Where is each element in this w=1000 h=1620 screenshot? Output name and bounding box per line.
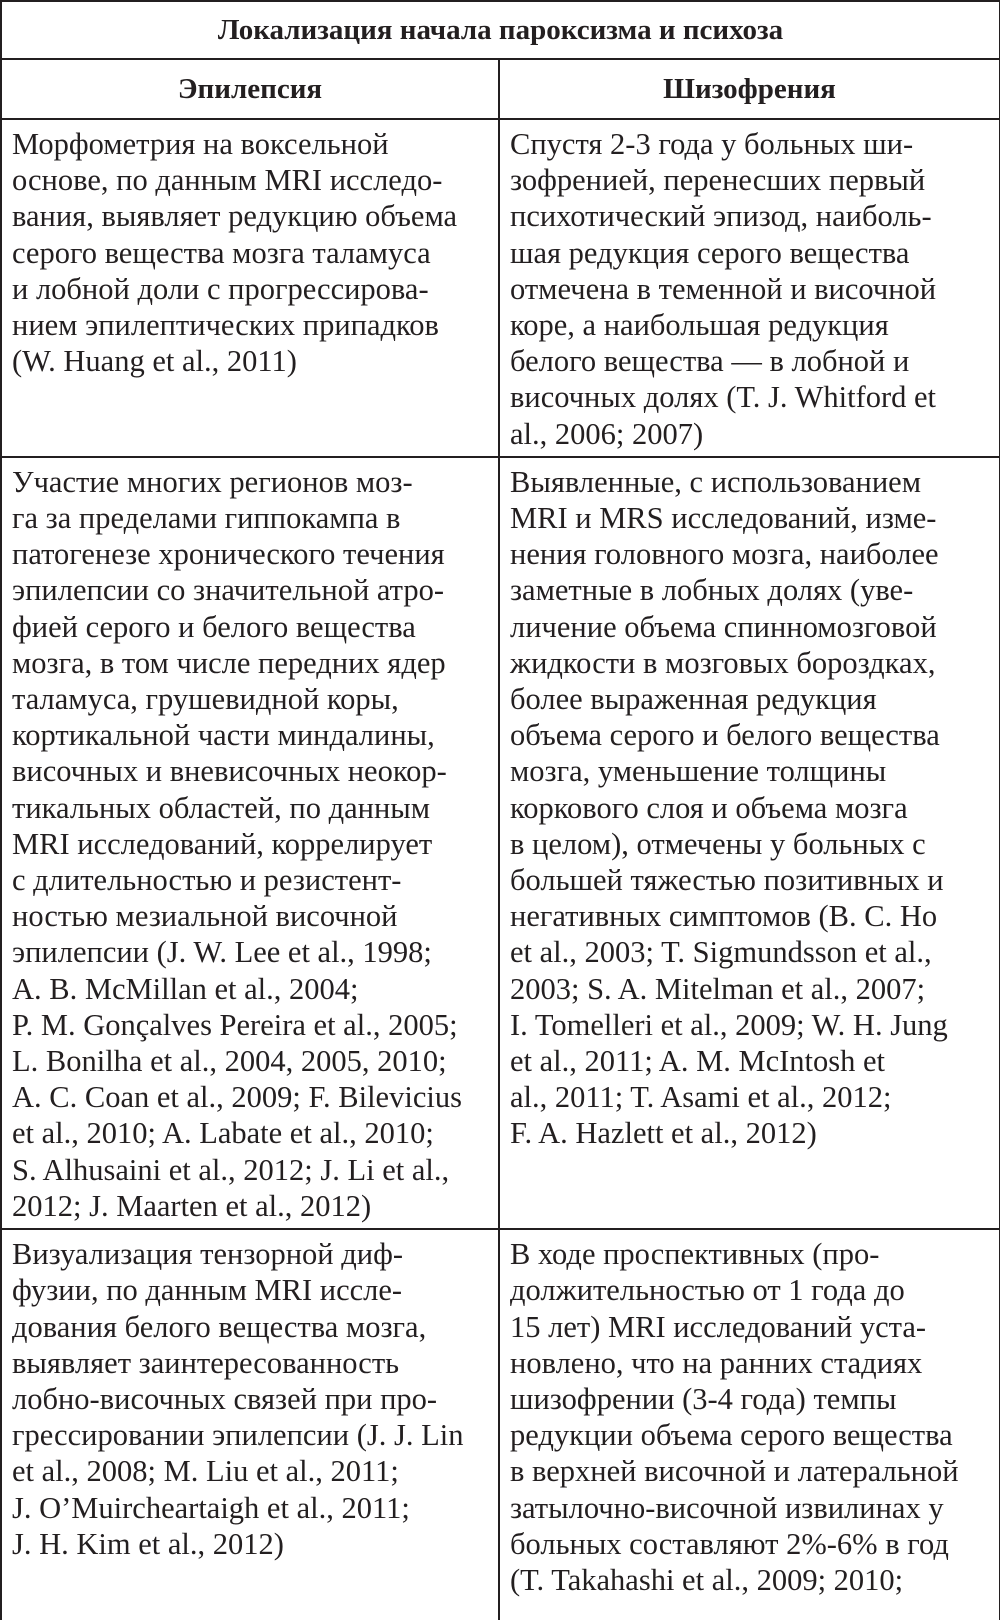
header-row <box>1 59 1000 119</box>
text-line: большей тяжестью позитивных и <box>510 863 944 898</box>
text-line: в целом), отмечены у больных с <box>510 826 926 861</box>
text-line: мозга, уменьшение толщины <box>510 754 887 789</box>
text-line: эпилепсии (J. W. Lee et al., 1998; <box>12 935 432 970</box>
column-header-epilepsy: Эпилепсия <box>1 59 499 119</box>
text-line: объема серого и белого вещества <box>510 718 940 753</box>
text-line: психотический эпизод, наиболь- <box>510 199 932 234</box>
text-line: Визуализация тензорной диф- <box>12 1237 403 1272</box>
text-line: Выявленные, с использованием <box>510 464 922 499</box>
text-line: I. Tomelleri et al., 2009; W. H. Jung <box>510 1007 948 1042</box>
text-line: ностью мезиальной височной <box>12 899 398 934</box>
table-row <box>1 1229 1000 1619</box>
text-line: J. H. Kim et al., 2012) <box>12 1526 284 1561</box>
text-line: эпилепсии со значительной атро- <box>12 573 445 608</box>
text-line: MRI и MRS исследований, изме- <box>510 501 937 536</box>
text-line: et al., 2010; A. Labate et al., 2010; <box>12 1116 434 1151</box>
table-title: Локализация начала пароксизма и психоза <box>1 1 1000 59</box>
text-line: и лобной доли с прогрессирова- <box>12 271 429 306</box>
table-row <box>1 457 1000 1229</box>
text-line: (T. Takahashi et al., 2009; 2010; <box>510 1562 904 1597</box>
text-line: Участие многих регионов моз- <box>12 464 413 499</box>
text-line: зофренией, перенесших первый <box>510 163 926 198</box>
text-line: редукции объема серого вещества <box>510 1418 953 1453</box>
epilepsy-cell <box>1 119 499 457</box>
text-line: 15 лет) MRI исследований уста- <box>510 1309 927 1344</box>
text-line: Морфометрия на воксельной <box>12 127 389 161</box>
text-line: с длительностью и резистент- <box>12 863 402 898</box>
text-line: вания, выявляет редукцию объема <box>12 199 458 234</box>
text-line: et al., 2003; T. Sigmundsson et al., <box>510 935 932 970</box>
text-line: J. O’Muircheartaigh et al., 2011; <box>12 1490 410 1525</box>
text-line: S. Alhusaini et al., 2012; J. Li et al., <box>12 1152 450 1187</box>
text-line: шая редукция серого вещества <box>510 235 910 270</box>
title-row <box>1 1 1000 59</box>
text-line: нения головного мозга, наиболее <box>510 537 939 572</box>
text-line: фией серого и белого вещества <box>12 609 416 644</box>
text-line: га за пределами гиппокампа в <box>12 501 401 536</box>
text-line: грессировании эпилепсии (J. J. Lin <box>12 1418 464 1453</box>
text-line: серого вещества мозга таламуса <box>12 235 431 270</box>
text-line: A. C. Coan et al., 2009; F. Bilevicius <box>12 1080 462 1115</box>
text-line: (W. Huang et al., 2011) <box>12 344 297 379</box>
text-line: et al., 2011; A. M. McIntosh et <box>510 1044 885 1079</box>
text-line: более выраженная редукция <box>510 682 877 717</box>
table-row <box>1 119 1000 457</box>
schizophrenia-cell <box>499 457 1000 1229</box>
text-line: височных и вневисочных неокор- <box>12 754 447 789</box>
text-line: F. A. Hazlett et al., 2012) <box>510 1116 817 1151</box>
text-line: Спустя 2-3 года у больных ши- <box>510 127 914 161</box>
text-line: основе, по данным MRI исследо- <box>12 163 443 198</box>
text-line: A. B. McMillan et al., 2004; <box>12 971 359 1006</box>
text-line: височных долях (T. J. Whitford et <box>510 380 937 415</box>
text-line: кортикальной части миндалины, <box>12 718 435 753</box>
text-line: В ходе проспективных (про- <box>510 1237 880 1272</box>
text-line: мозга, в том числе передних ядер <box>12 645 446 680</box>
text-line: 2012; J. Maarten et al., 2012) <box>12 1188 372 1223</box>
text-line: патогенезе хронического течения <box>12 537 445 572</box>
text-line: затылочно-височной извилинах у <box>510 1490 944 1525</box>
epilepsy-cell <box>1 457 499 1229</box>
text-line: MRI исследований, коррелирует <box>12 826 433 861</box>
text-line: жидкости в мозговых бороздках, <box>510 645 936 680</box>
text-line: коре, а наибольшая редукция <box>510 308 889 343</box>
text-line: должительностью от 1 года до <box>510 1273 905 1308</box>
text-line: L. Bonilha et al., 2004, 2005, 2010; <box>12 1044 447 1079</box>
text-line: нием эпилептических припадков <box>12 308 439 343</box>
text-line: 2003; S. A. Mitelman et al., 2007; <box>510 971 926 1006</box>
text-line: лобно-височных связей при про- <box>12 1381 438 1416</box>
text-line: шизофрении (3-4 года) темпы <box>510 1381 897 1416</box>
text-line: больных составляют 2%-6% в год <box>510 1526 949 1561</box>
text-line: отмечена в теменной и височной <box>510 271 937 306</box>
text-line: дования белого вещества мозга, <box>12 1309 427 1344</box>
schizophrenia-cell <box>499 119 1000 457</box>
text-line: негативных симптомов (B. C. Ho <box>510 899 938 934</box>
epilepsy-cell <box>1 1229 499 1619</box>
text-line: выявляет заинтересованность <box>12 1345 400 1380</box>
text-line: al., 2011; T. Asami et al., 2012; <box>510 1080 892 1115</box>
schizophrenia-cell <box>499 1229 1000 1619</box>
text-line: таламуса, грушевидной коры, <box>12 682 399 717</box>
text-line: фузии, по данным MRI иссле- <box>12 1273 403 1308</box>
column-header-schizophrenia: Шизофрения <box>499 59 1000 119</box>
text-line: белого вещества — в лобной и <box>510 344 910 379</box>
text-line: тикальных областей, по данным <box>12 790 431 825</box>
text-line: et al., 2008; M. Liu et al., 2011; <box>12 1454 399 1489</box>
text-line: новлено, что на ранних стадиях <box>510 1345 923 1380</box>
text-line: личение объема спинномозговой <box>510 609 937 644</box>
text-line: al., 2006; 2007) <box>510 416 704 451</box>
text-line: коркового слоя и объема мозга <box>510 790 908 825</box>
text-line: P. M. Gonçalves Pereira et al., 2005; <box>12 1007 458 1042</box>
text-line: в верхней височной и латеральной <box>510 1454 959 1489</box>
text-line: заметные в лобных долях (уве- <box>510 573 914 608</box>
